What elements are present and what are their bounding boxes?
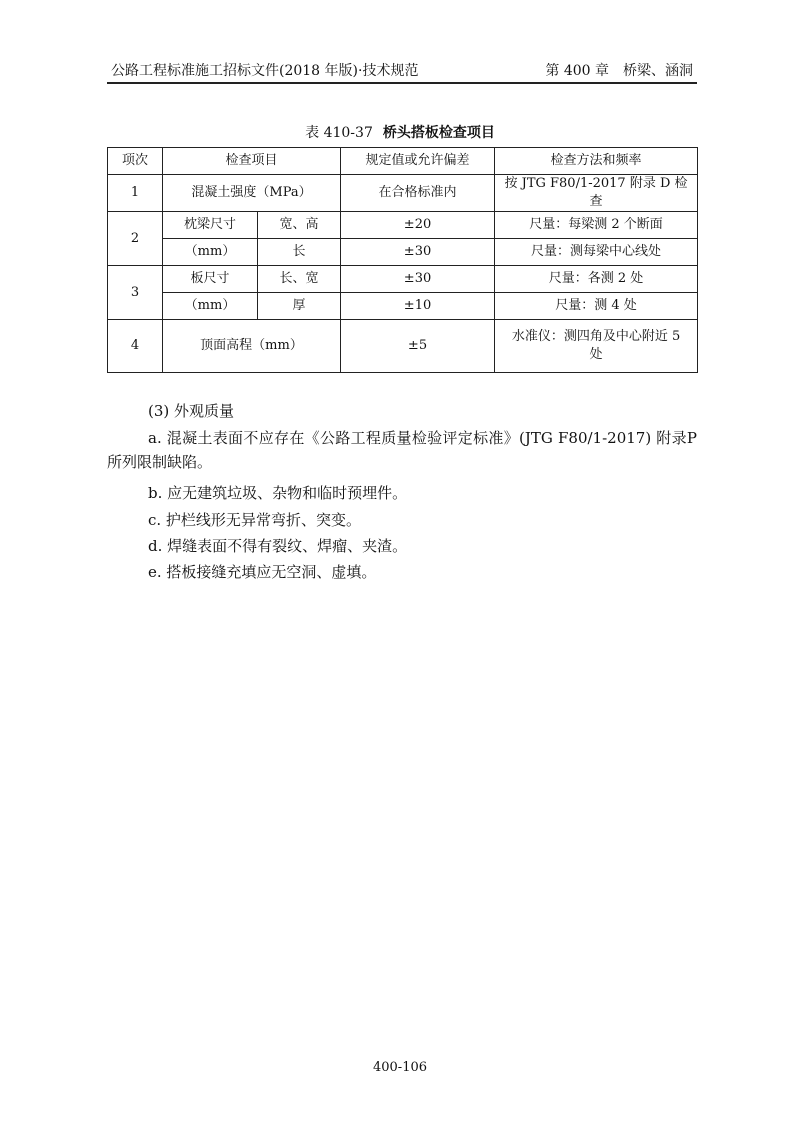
table-row (108, 293, 698, 320)
table-row (108, 266, 698, 293)
cell-item-line1: 枕梁尺寸 (163, 212, 258, 239)
section-item-e: e. 搭板接缝充填应无空洞、虚填。 (148, 563, 377, 581)
table-row (108, 212, 698, 239)
inspection-table (107, 147, 698, 373)
table-caption (0, 122, 800, 142)
cell-method: 尺量：测 4 处 (495, 293, 698, 320)
page-header (107, 56, 697, 84)
cell-item-line2: （mm） (163, 239, 258, 266)
cell-method-line2: 处 (589, 347, 603, 362)
cell-tolerance: ±30 (341, 239, 495, 266)
section-item-d: d. 焊缝表面不得有裂纹、焊瘤、夹渣。 (148, 537, 408, 555)
cell-subitem: 宽、高 (258, 212, 341, 239)
table-row (108, 239, 698, 266)
cell-no: 3 (108, 266, 163, 320)
section-item-c: c. 护栏线形无异常弯折、突变。 (148, 511, 361, 529)
header-document-title: 公路工程标准施工招标文件(2018 年版)·技术规范 (111, 63, 419, 79)
table-header-row (108, 148, 698, 175)
cell-method: 尺量：测每梁中心线处 (495, 239, 698, 266)
cell-tolerance: ±20 (341, 212, 495, 239)
header-cell-method: 检查方法和频率 (495, 148, 698, 175)
cell-item: 顶面高程（mm） (163, 320, 341, 373)
cell-method-line1: 水准仪：测四角及中心附近 5 (511, 329, 681, 344)
cell-tolerance: 在合格标准内 (341, 175, 495, 212)
table-number: 表 410-37 (305, 125, 373, 141)
cell-tolerance: ±5 (341, 320, 495, 373)
cell-method: 按 JTG F80/1-2017 附录 D 检查 (495, 175, 698, 212)
header-cell-no: 项次 (108, 148, 163, 175)
cell-method (495, 320, 698, 373)
cell-subitem: 厚 (258, 293, 341, 320)
section-heading: (3) 外观质量 (148, 402, 235, 420)
header-chapter-title: 第 400 章 桥梁、涵洞 (545, 63, 693, 79)
cell-no: 1 (108, 175, 163, 212)
table-name: 桥头搭板检查项目 (382, 125, 495, 141)
cell-no: 2 (108, 212, 163, 266)
table-row (108, 320, 698, 373)
cell-subitem: 长 (258, 239, 341, 266)
cell-item: 混凝土强度（MPa） (163, 175, 341, 212)
cell-method: 尺量：各测 2 处 (495, 266, 698, 293)
section-item-b: b. 应无建筑垃圾、杂物和临时预埋件。 (148, 484, 408, 502)
cell-tolerance: ±30 (341, 266, 495, 293)
section-item-a: a. 混凝土表面不应存在《公路工程质量检验评定标准》(JTG F80/1-2017) 附录P所列限制缺陷。 (107, 429, 697, 471)
header-cell-item: 检查项目 (163, 148, 341, 175)
cell-no: 4 (108, 320, 163, 373)
header-cell-tolerance: 规定值或允许偏差 (341, 148, 495, 175)
page-number: 400-106 (372, 1060, 428, 1075)
cell-item-line1: 板尺寸 (163, 266, 258, 293)
cell-method: 尺量：每梁测 2 个断面 (495, 212, 698, 239)
cell-item-line2: （mm） (163, 293, 258, 320)
cell-subitem: 长、宽 (258, 266, 341, 293)
cell-tolerance: ±10 (341, 293, 495, 320)
table-row (108, 175, 698, 212)
